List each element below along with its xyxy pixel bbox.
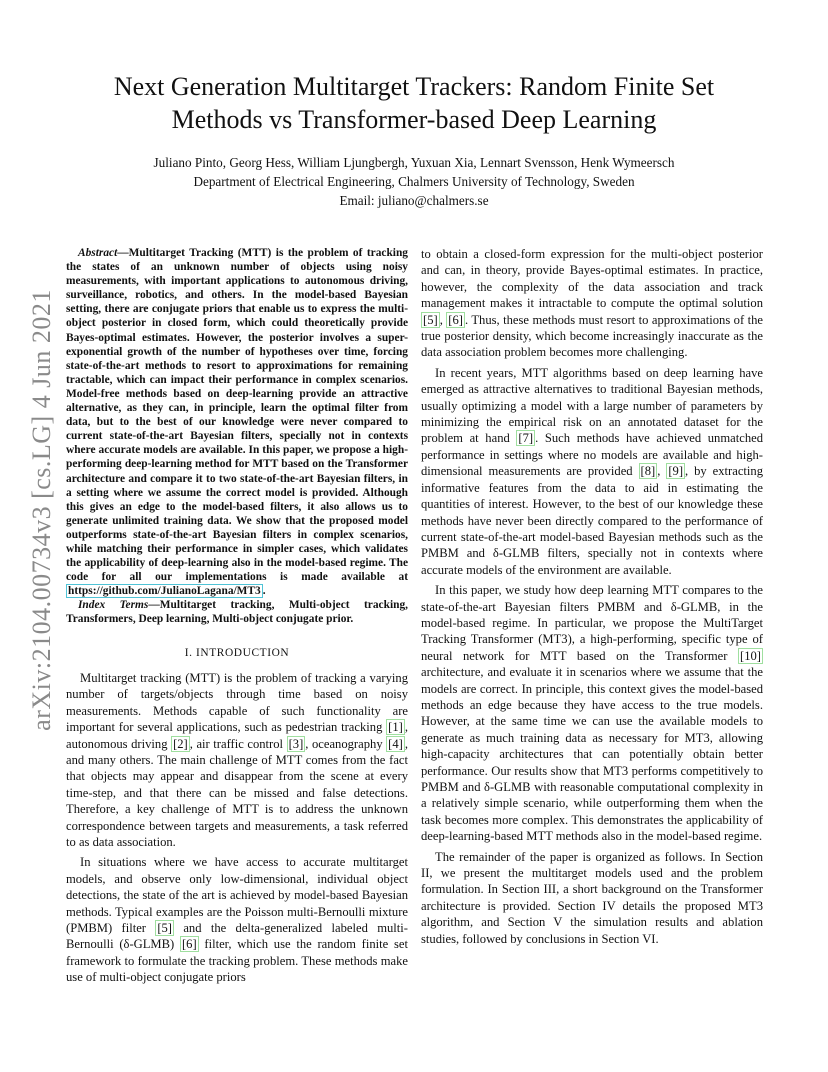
- citation-link[interactable]: [10]: [740, 648, 761, 663]
- citation-link[interactable]: [5]: [423, 312, 438, 327]
- index-terms-lead: Index Terms: [78, 599, 149, 612]
- citation-link[interactable]: [1]: [388, 720, 403, 735]
- left-column: [66, 246, 408, 990]
- citation-link[interactable]: [5]: [157, 921, 172, 936]
- section-heading-introduction: I. INTRODUCTION: [184, 646, 290, 659]
- citation-link[interactable]: [7]: [518, 431, 534, 446]
- title-line-2: Methods vs Transformer-based Deep Learning: [171, 105, 657, 134]
- author-names: Juliano Pinto, Georg Hess, William Ljungbergh, Yuxuan Xia, Lennart Svensson, Henk Wymeersch: [153, 155, 675, 170]
- paragraph-3: to obtain a closed-form expression for the multi-object posterior and can, in theory, provide Bayes-optimal estimates. In practice, however, the complexity of the data association and track management makes it intractable to compute the optimal solution [5] , [6] . Thus, these methods must resort to approximations of the true posterior density, which become increasingly inaccurate as the data association problem becomes more challenging.: [421, 247, 764, 360]
- affiliation: Department of Electrical Engineering, Chalmers University of Technology, Sweden: [193, 174, 635, 189]
- index-terms: [66, 598, 408, 626]
- paragraph-5: In this paper, we study how deep learning MTT compares to the state-of-the-art Bayesian filters PMBM and δ-GLMB, in the model-based regime. In particular, we propose the MultiTarget Tracking Transformer (MT3), a high-performing, specific type of neural network for MTT based on the Transformer [10] architecture, and evaluate it in scenarios where we assume that the models are correct. In principle, this context gives the model-based methods an edge because they have access to the true models. However, at the same time we can use the available models to generate as much training data as necessary for MT3, allowing high-capacity architectures that can potentially obtain better performance. Our results show that MT3 performs competitively to PMBM and δ-GLMB with reasonable computational complexity in a relatively simple scenario, while outperforming them when the task becomes more complex. This demonstrates the applicability of deep-learning-based MTT methods also in the model-based regime.: [421, 583, 763, 844]
- paragraph-2: In situations where we have access to accurate multitarget models, and observe only low-dimensional, individual object detections, the state of the art is achieved by model-based Bayesian methods. Typical examples are the Poisson multi-Bernoulli mixture (PMBM) filter [5] and the delta-generalized labeled multi-Bernoulli (δ-GLMB) [6] filter, which use the random finite set framework to formulate the tracking problem. These methods make use of multi-object conjugate priors: [66, 855, 409, 985]
- contact-email: Email: juliano@chalmers.se: [339, 193, 489, 208]
- citation-link[interactable]: [8]: [640, 464, 656, 479]
- citation-link[interactable]: [9]: [668, 464, 684, 479]
- paragraph-4: In recent years, MTT algorithms based on deep learning have emerged as attractive alternatives to traditional Bayesian methods, usually optimizing a model with a large number of parameters by minimizing the empirical risk on an annotated dataset for the problem at hand [7] . Such methods have achieved unmatched performance in settings where no models are available and high-dimensional measurements are provided [8] , [9] , by extracting informative features from the data to aid in estimating the quantities of interest. However, to the best of our knowledge these methods have never been directly compared to the performance of current state-of-the-art model-based Bayesian methods such as the PMBM and δ-GLMB filters, specially not in contexts where accurate models of the environment are available.: [421, 365, 764, 577]
- right-column: [421, 246, 763, 951]
- citation-link[interactable]: [3]: [288, 736, 304, 751]
- abstract: [66, 246, 408, 598]
- abstract-text: —Multitarget Tracking (MTT) is the problem of tracking the states of an unknown number of objects using noisy measurements, with important applications to autonomous driving, surveillance, robotics, and others. In the model-based Bayesian setting, there are conjugate priors that enable us to express the multi-object posterior in closed form, which could theoretically provide Bayes-optimal estimates. However, the posterior involves a super-exponential growth of the number of hypotheses over time, forcing state-of-the-art methods to resort to approximations for remaining tractable, which can impact their performance in complex scenarios. Model-free methods based on deep-learning provide an attractive alternative, as they can, in principle, learn the optimal filter from data, but to the best of our knowledge were never compared to current state-of-the-art Bayesian filters, specially not in contexts where accurate models are available. In this paper, we propose a high-performing deep-learning method for MTT based on the Transformer architecture and compare it to two state-of-the-art Bayesian filters, in a setting where we assume the correct model is provided. Although this gives an edge to the model-based filters, it also allows us to generate unlimited training data. We show that the proposed model outperforms state-of-the-art Bayesian filters in complex scenarios, while matching their performance in simpler cases, which validates the applicability of deep-learning also in the model-based regime. The code for all our implementations is made available at: [66, 247, 408, 584]
- abstract-lead: Abstract: [78, 247, 118, 259]
- citation-link[interactable]: [2]: [173, 736, 188, 751]
- paragraph-6: The remainder of the paper is organized as follows. In Section II, we present the multitarget models used and the problem formulation. In Section III, a short background on the Transformer architecture is provided. Section IV details the proposed MT3 algorithm, and Section V the simulation results and ablation studies, followed by conclusions in Section VI.: [421, 849, 763, 946]
- index-terms-text: —Multitarget tracking, Multi-object tracking, Transformers, Deep learning, Multi-object conjugate prior.: [66, 599, 408, 626]
- citation-link[interactable]: [6]: [448, 312, 463, 327]
- abstract-end: .: [262, 585, 266, 598]
- citation-link[interactable]: [6]: [181, 937, 197, 952]
- paper-title: [70, 70, 758, 136]
- arxiv-sidebar-stamp: [22, 289, 62, 731]
- author-block: [70, 153, 758, 210]
- paragraph-1: Multitarget tracking (MTT) is the problem of tracking a varying number of targets/objects through time based on noisy measurements. Methods capable of such functionality are important for several applications, such as pedestrian tracking [1] , autonomous driving [2] , air traffic control [3] , oceanography [4] , and many others. The main challenge of MTT comes from the fact that objects may appear and disappear from the scene at every time-step, and that there can be missed and false detections. Therefore, a key challenge of MTT is to address the unknown correspondence between targets and measurements, a task referred to as data association.: [66, 670, 409, 849]
- title-line-1: Next Generation Multitarget Trackers: Random Finite Set: [113, 72, 715, 101]
- code-link[interactable]: https://github.com/JulianoLagana/MT3: [68, 585, 261, 598]
- arxiv-identifier: arXiv:2104.00734v3 [cs.LG] 4 Jun 2021: [27, 289, 56, 731]
- citation-link[interactable]: [4]: [388, 736, 403, 751]
